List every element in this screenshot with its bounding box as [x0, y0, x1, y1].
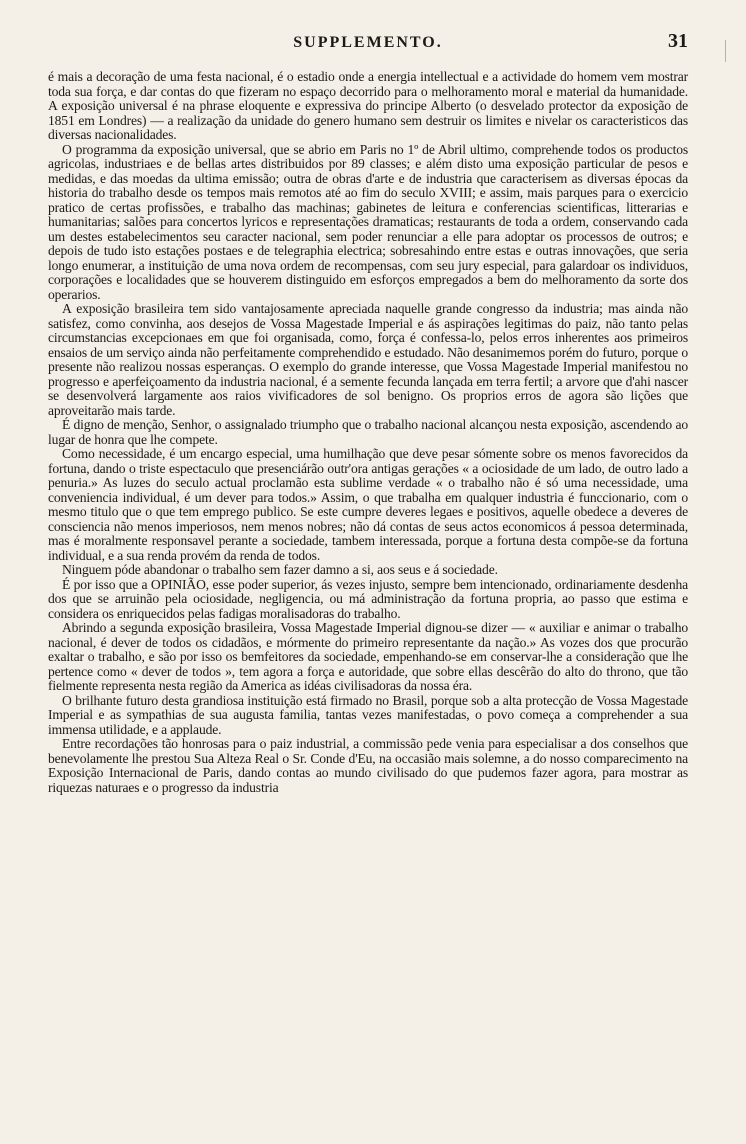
body-text [48, 70, 688, 795]
paragraph: É por isso que a OPINIÃO, esse poder superior, ás vezes injusto, sempre bem intencionado, ordinariamente desdenha dos que se arruinão pela ociosidade, negligencia, ou má administração da fortuna propria, ao passo que estima e considera os enriquecidos pelas fadigas moralisadoras do trabalho. [48, 576, 688, 621]
paragraph: A exposição brasileira tem sido vantajosamente apreciada naquelle grande congresso da industria; mas ainda não satisfez, como convinha, aos desejos de Vossa Magestade Imperial e ás aspirações legitimas do paiz, não tanto pelas circumstancias excepcionaes em que foi organisada, como, força é confessa-lo, pelos erros inherentes aos primeiros ensaios de um serviço ainda não perfeitamente comprehendido e estudado. Não desanimemos porém do futuro, porque o presente não realizou nossas esperanças. O exemplo do grande interesse, que Vossa Magestade Imperial manifestou no progresso e aperfeiçoamento da industria nacional, é a semente fecunda lançada em terra fertil; a arvore que d'ahi nascer se desenvolverá largamente aos raios vivificadores de sol benigno. Os proprios erros de agora são lições que aproveitarão mais tarde. [48, 301, 688, 418]
paragraph: Ninguem póde abandonar o trabalho sem fazer damno a si, aos seus e á sociedade. [62, 562, 498, 577]
paragraph: É digno de menção, Senhor, o assignalado triumpho que o trabalho nacional alcançou nesta exposição, ascendendo ao lugar de honra que lhe compete. [48, 417, 688, 447]
paragraph: O brilhante futuro desta grandiosa instituição está firmado no Brasil, porque sob a alta protecção de Vossa Magestade Imperial e as sympathias de sua augusta familia, tantas vezes manifestadas, o povo começa a comprehender a sua immensa utilidade, e a applaude. [48, 692, 688, 737]
running-title: SUPPLEMENTO. [293, 34, 443, 51]
paragraph: Como necessidade, é um encargo especial, uma humilhação que deve pesar sómente sobre os menos favorecidos da fortuna, dando o triste espectaculo que presenciárão outr'ora antigas gerações « a ociosidade de um lado, de outro lado a penuria.» As luzes do seculo actual proclamão esta sublime verdade « o trabalho não é só uma necessidade, uma conveniencia individual, é um dever para todos.» Assim, o que trabalha em qualquer industria é funccionario, com o mesmo titulo que o que tem emprego publico. Se este cumpre deveres legaes e positivos, aquelle obedece a deveres de consciencia não menos imperiosos, nem menos nobres; não dá contas de seus actos economicos á pessoa determinada, mas é moralmente responsavel perante a sociedade, tambem interessada, porque a fortuna desta compõe-se da fortuna individual, e a sua renda provém da renda de todos. [48, 446, 688, 563]
paragraph: é mais a decoração de uma festa nacional, é o estadio onde a energia intellectual e a actividade do homem vem mostrar toda sua força, e dar contas do que fizeram no espaço decorrido para o melhoramento moral e material da humanidade. A exposição universal é na phrase eloquente e expressiva do principe Alberto (o desvelado protector da exposição de 1851 em Londres) — a realização da unidade do genero humano sem destruir os limites e nivelar os caracteristicos das diversas nacionalidades. [48, 69, 688, 142]
paragraph: O programma da exposição universal, que se abrio em Paris no 1º de Abril ultimo, comprehende todos os productos agricolas, industriaes e de bellas artes distribuidos por 89 classes; e além disto uma exposição particular de pesos e medidas, e das moedas da ultima emissão; outra de obras d'arte e de industria que caracterisem as diversas épocas da historia do trabalho desde os tempos mais remotos até ao fim do seculo XVIII; e assim, mais parques para o exercicio pratico de certas profissões, e trabalho das machinas; gabinetes de leitura e conferencias scientificas, litterarias e humanitarias; salões para concertos lyricos e representações dramaticas; restaurants de toda a ordem, conservando cada um destes estabelecimentos seu caracter nacional, sem poder renunciar a elle para adoptar os processos de outros; e depois de tudo isto estações postaes e de telegraphia electrica; sobresahindo entre estas e outras innovações, que seria longo enumerar, a instituição de uma nova ordem de recompensas, com seu jury especial, para galardoar os individuos, corporações e localidades que se houverem distinguido em esforços empregados a bem do melhoramento da sorte dos operarios. [48, 141, 688, 302]
margin-mark [725, 40, 734, 62]
paragraph: Entre recordações tão honrosas para o paiz industrial, a commissão pede venia para especialisar a dos conselhos que benevolamente lhe prestou Sua Alteza Real o Sr. Conde d'Eu, na occasião mais solemne, a do nosso comparecimento na Exposição Internacional de Paris, dando contas ao mundo civilisado do que pudemos fazer agora, para mostrar as riquezas naturaes e o progresso da industria [48, 736, 688, 795]
paragraph: Abrindo a segunda exposição brasileira, Vossa Magestade Imperial dignou-se dizer — « auxiliar e animar o trabalho nacional, é dever de todos os cidadãos, e mórmente do primeiro representante da nação.» As vozes dos que procurão exaltar o trabalho, e são por isso os bemfeitores da sociedade, empenhando-se em conservar-lhe a consideração que lhe pertence como « dever de todos », tem agora a força e autoridade, que sobre ellas descêrão do alto do throno, que tão fielmente representa nesta região da America as idéas civilisadoras da nossa éra. [48, 620, 688, 693]
page-header [48, 30, 688, 60]
page-number: 31 [668, 30, 688, 52]
